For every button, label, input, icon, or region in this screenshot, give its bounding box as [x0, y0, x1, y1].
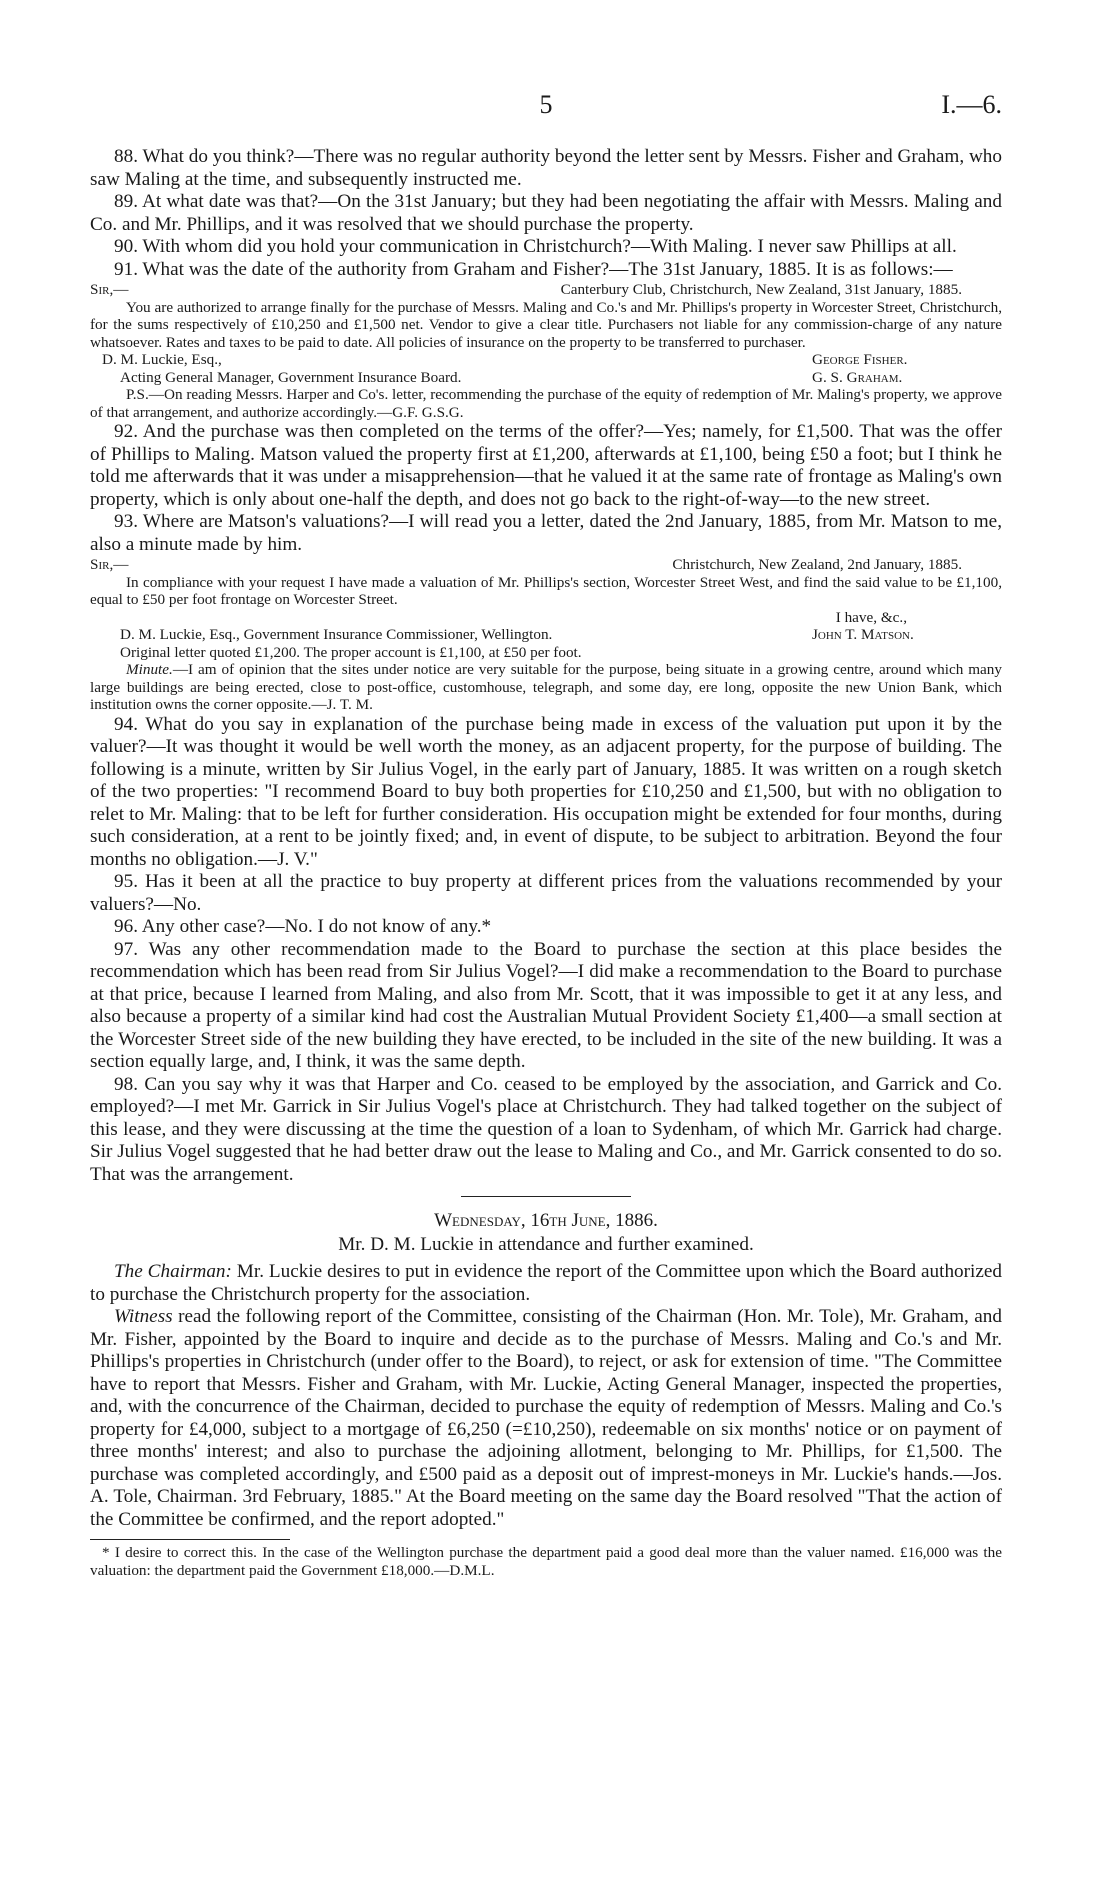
letter-note: Original letter quoted £1,200. The proper account is £1,100, at £50 per foot.	[120, 643, 582, 661]
paragraph-89: 89. At what date was that?—On the 31st January; but they had been negotiating the affair with Messrs. Maling and Co. and Mr. Phillips, and it was resolved that we should purchase the property.	[90, 191, 1002, 235]
letter-signer: John T. Matson.	[812, 626, 914, 643]
chairman-statement	[90, 1261, 1002, 1306]
document-body	[90, 146, 1002, 1579]
authority-letter	[90, 281, 1002, 421]
letter-signature-row	[90, 369, 1002, 387]
section-divider	[461, 1196, 631, 1197]
letter-closing: I have, &c.,	[835, 608, 907, 626]
letter-addressee: D. M. Luckie, Esq.,	[102, 351, 222, 368]
page-header	[90, 90, 1002, 130]
paragraph-93: 93. Where are Matson's valuations?—I will read you a letter, dated the 2nd January, 1885, from Mr. Matson to me, also a minute made by him.	[90, 511, 1002, 555]
session-date-heading: Wednesday, 16th June, 1886.	[434, 1210, 658, 1231]
valuation-letter	[90, 556, 1002, 714]
paragraph-92: 92. And the purchase was then completed on the terms of the offer?—Yes; namely, for £1,500. That was the offer of Phillips to Maling. Matson valued the property first at £1,200, afterwards at £1,100, being £50 a foot; but I think he told me afterwards that it was under a misapprehension—that he valued it at the same rate of frontage as Maling's own property, which is only about one-half the depth, and does not go back to the right-of-way—to the new street.	[90, 421, 1002, 510]
letter-heading	[90, 556, 1002, 574]
minute-text: —I am of opinion that the sites under notice are very suitable for the purpose, being situate in a growing centre, around which many large buildings are being erected, close to post-office, customhouse, telegraph, and some day, ere long, opposite the new Union Bank, which institution owns the corner opposite.—J. T. M.	[90, 661, 1002, 713]
letter-signer: George Fisher.	[812, 351, 908, 368]
paragraph-90: 90. With whom did you hold your communication in Christchurch?—With Maling. I never saw Phillips at all.	[114, 236, 957, 257]
letter-place-date: Canterbury Club, Christchurch, New Zealand, 31st January, 1885.	[560, 281, 962, 298]
witness-text: read the following report of the Committee, consisting of the Chairman (Hon. Mr. Tole), Mr. Graham, and Mr. Fisher, appointed by the Board to inquire and decide as to the purchase of Messrs. Maling and Co.'s and Mr. Phillips's properties in Christchurch (under offer to the Board), to reject, or ask for extension of time. "The Committee have to report that Messrs. Fisher and Graham, with Mr. Luckie, Acting General Manager, inspected the properties, and, with the concurrence of the Chairman, decided to purchase the equity of redemption of Messrs. Maling and Co.'s property for £4,000, subject to a mortgage of £6,250 (=£10,250), redeemable on six months' notice or on payment of three months' interest; and also to purchase the adjoining allotment, belonging to Mr. Phillips, for £1,500. The purchase was completed accordingly, and £500 paid as a deposit out of imprest-moneys in Mr. Luckie's hands.—Jos. A. Tole, Chairman. 3rd February, 1885." At the Board meeting on the same day the Board resolved "That the action of the Committee be confirmed, and the report adopted."	[90, 1306, 1002, 1530]
paragraph-91: 91. What was the date of the authority from Graham and Fisher?—The 31st January, 1885. It is as follows:—	[114, 258, 953, 280]
letter-body: In compliance with your request I have made a valuation of Mr. Phillips's section, Worcester Street West, and find the said value to be £1,100, equal to £50 per foot frontage on Worcester Street.	[90, 573, 1002, 608]
document-page	[90, 90, 1002, 1579]
page-number: 5	[539, 90, 553, 119]
chairman-label: The Chairman:	[114, 1261, 232, 1282]
paragraph-88: 88. What do you think?—There was no regular authority beyond the letter sent by Messrs. Fisher and Graham, who saw Maling at the time, and subsequently instructed me.	[90, 146, 1002, 190]
paragraph-96: 96. Any other case?—No. I do not know of any.*	[114, 916, 492, 937]
letter-postscript: P.S.—On reading Messrs. Harper and Co's. letter, recommending the purchase of the equity of redemption of Mr. Maling's property, we approve of that arrangement, and authorize accordingly.—G.F. G.S.G.	[90, 386, 1002, 421]
valuer-minute	[90, 661, 1002, 714]
paragraph-95: 95. Has it been at all the practice to buy property at different prices from the valuations recommended by your valuers?—No.	[90, 871, 1002, 915]
letter-addressee: D. M. Luckie, Esq., Government Insurance Commissioner, Wellington.	[120, 626, 553, 643]
letter-salutation: Sir,—	[90, 556, 129, 573]
letter-signer: G. S. Graham.	[812, 368, 903, 386]
witness-heading: Mr. D. M. Luckie in attendance and further examined.	[338, 1234, 754, 1255]
witness-statement	[90, 1306, 1002, 1531]
document-reference: I.—6.	[941, 90, 1002, 119]
letter-salutation: Sir,—	[90, 281, 129, 298]
letter-heading	[90, 281, 1002, 299]
letter-body: You are authorized to arrange finally for the purchase of Messrs. Maling and Co.'s and Mr. Phillips's property in Worcester Street, Christchurch, for the sums respectively of £10,250 and £1,500 net. Vendor to give a clear title. Purchasers not liable for any commission-charge of any nature whatsoever. Rates and taxes to be paid to date. All policies of insurance on the property to be transferred to purchaser.	[90, 298, 1002, 351]
letter-signature-row	[90, 351, 1002, 369]
chairman-text: Mr. Luckie desires to put in evidence the report of the Committee upon which the Board authorized to purchase the Christchurch property for the association.	[90, 1261, 1002, 1305]
witness-label: Witness	[114, 1306, 173, 1327]
paragraph-98: 98. Can you say why it was that Harper and Co. ceased to be employed by the association, and Garrick and Co. employed?—I met Mr. Garrick in Sir Julius Vogel's place at Christchurch. They had talked together on the subject of this lease, and they were discussing at the time the question of a loan to Sydenham, of which Mr. Garrick had charge. Sir Julius Vogel suggested that he had better draw out the lease to Maling and Co., and Mr. Garrick consented to do so. That was the arrangement.	[90, 1073, 1002, 1185]
letter-place-date: Christchurch, New Zealand, 2nd January, 1885.	[672, 556, 962, 573]
minute-label: Minute.	[126, 661, 173, 678]
paragraph-97: 97. Was any other recommendation made to the Board to purchase the section at this place besides the recommendation which has been read from Sir Julius Vogel?—I did make a recommendation to the Board to purchase at that price, because I learned from Maling, and also from Mr. Scott, that it was impossible to get it at any less, and also because a property of a similar kind had cost the Australian Mutual Provident Society £1,400—a small section at the Worcester Street side of the new building they have erected, to be included in the site of the new building. It was a section equally large, and, I think, it was the same depth.	[90, 938, 1002, 1072]
letter-addressee-title: Acting General Manager, Government Insurance Board.	[120, 368, 462, 386]
footnote: * I desire to correct this. In the case of the Wellington purchase the department paid a good deal more than the valuer named. £16,000 was the valuation: the department paid the Government £18,000.—D.M.L.	[90, 1544, 1002, 1579]
footnote-divider	[90, 1539, 290, 1540]
paragraph-94: 94. What do you say in explanation of the purchase being made in excess of the valuation put upon it by the valuer?—It was thought it would be well worth the money, as an adjacent property, for the purpose of building. The following is a minute, written by Sir Julius Vogel, in the early part of January, 1885. It was written on a rough sketch of the two properties: "I recommend Board to buy both properties for £10,250 and £1,500, but with no obligation to relet to Mr. Maling: that to be left for further consideration. His occupation might be extended for four months, during such consideration, at a rent to be jointly fixed; and, in event of dispute, to be subject to arbitration. Beyond the four months no obligation.—J. V."	[90, 713, 1002, 870]
letter-signature-row	[90, 626, 1002, 644]
